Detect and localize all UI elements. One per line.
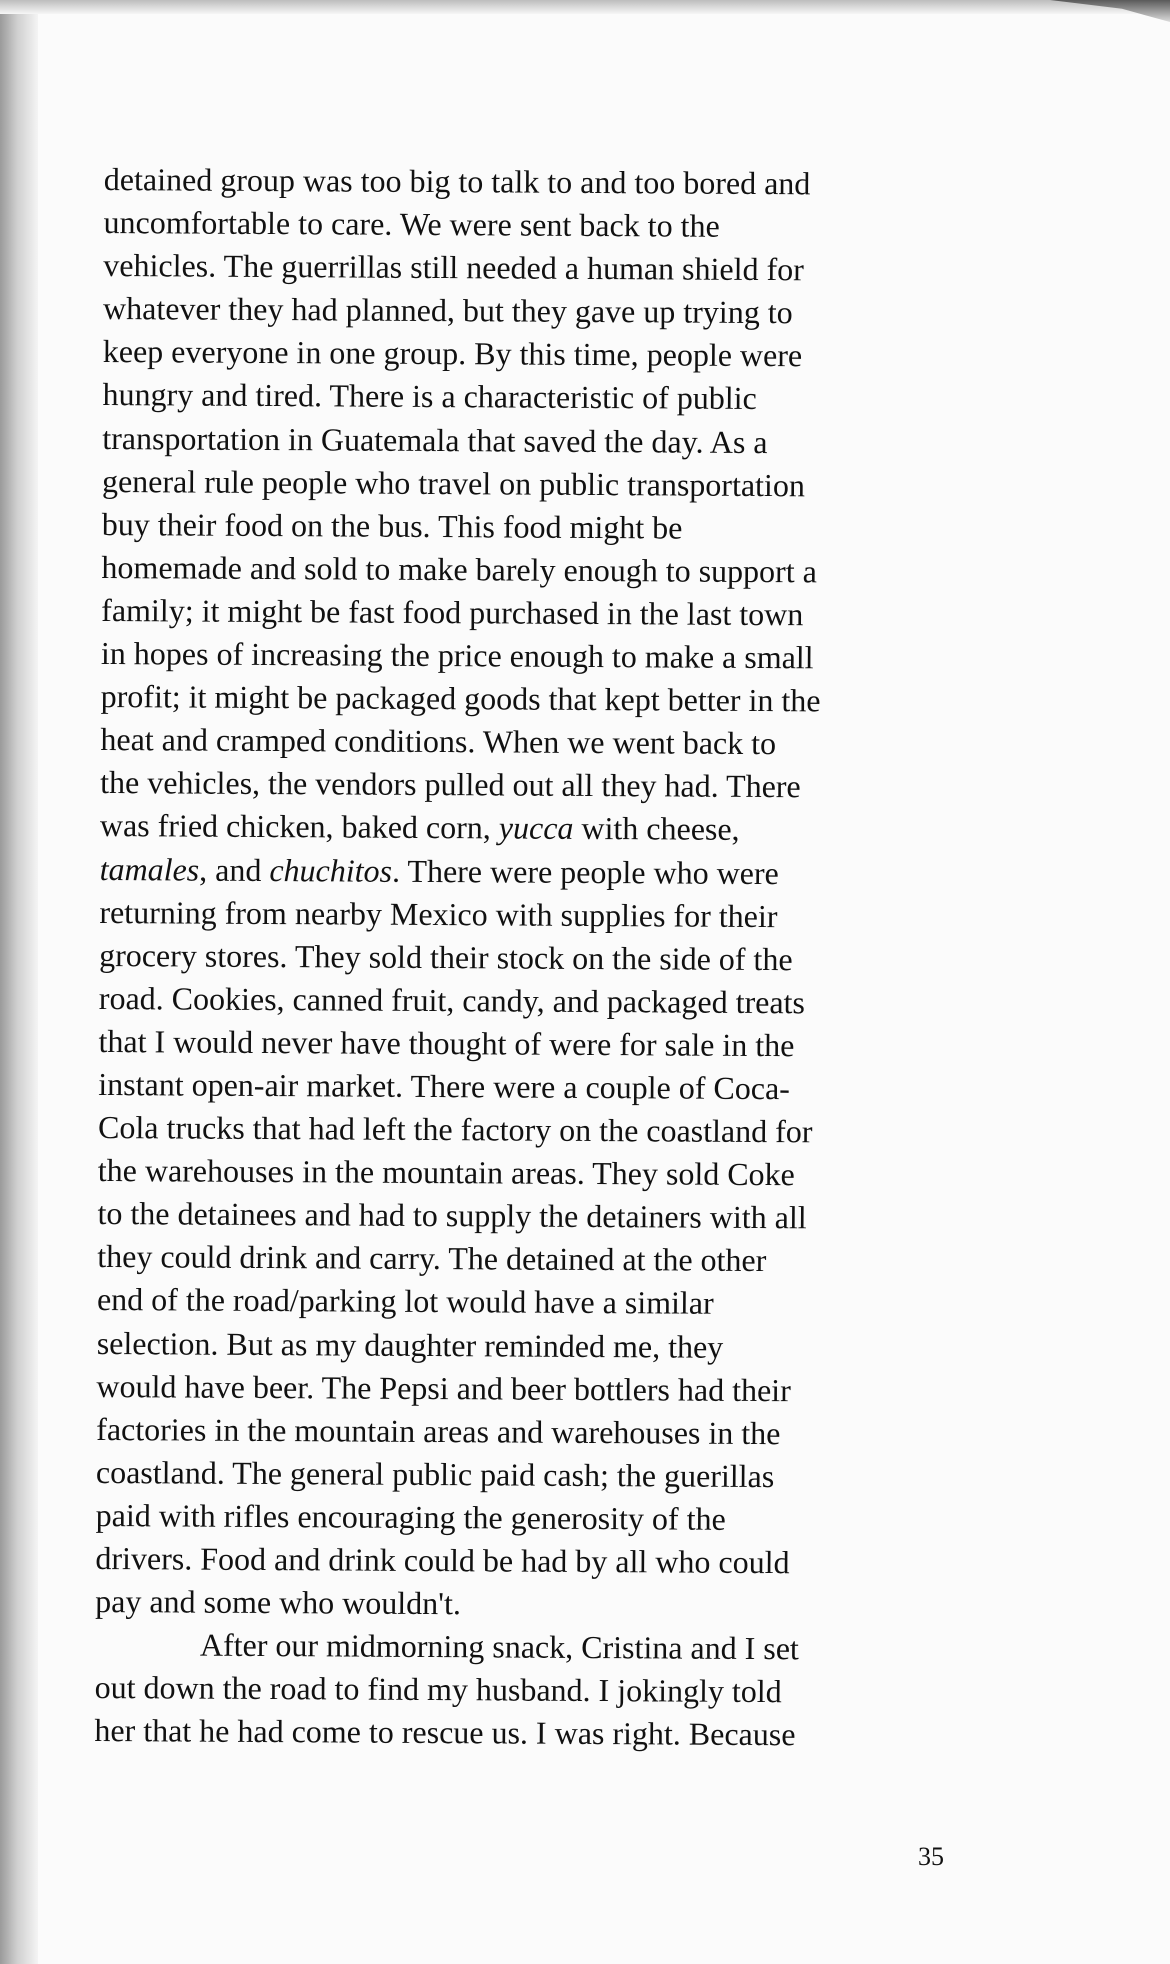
text-line xyxy=(95,1666,939,1714)
paragraph-2 xyxy=(94,1623,939,1757)
text-run: out down the road to find my husband. I jokingly told xyxy=(94,1669,782,1710)
text-line xyxy=(99,934,943,982)
text-line xyxy=(102,460,946,508)
text-line xyxy=(99,891,943,939)
text-run: family; it might be fast food purchased in the last town xyxy=(101,591,804,633)
text-run: uncomfortable to care. We were sent back to the xyxy=(103,204,720,244)
text-line xyxy=(94,1709,938,1757)
text-line xyxy=(102,417,946,465)
text-line xyxy=(103,244,947,292)
text-line xyxy=(100,847,944,895)
paragraph-1 xyxy=(95,158,948,1628)
text-line xyxy=(96,1451,940,1499)
text-run: transportation in Guatemala that saved the day. As a xyxy=(102,419,768,460)
text-run: with cheese, xyxy=(573,810,740,848)
text-run: detained group was too big to talk to and too bored and xyxy=(103,160,811,202)
text-run: was fried chicken, baked corn, xyxy=(99,807,499,846)
text-line xyxy=(98,1106,942,1154)
text-run: profit; it might be packaged goods that kept better in the xyxy=(100,678,821,719)
text-line xyxy=(101,546,945,594)
text-run: end of the road/parking lot would have a similar xyxy=(96,1281,714,1322)
italic-term: chuchitos xyxy=(269,851,393,889)
text-run: paid with rifles encouraging the generosity of the xyxy=(95,1496,726,1537)
text-line xyxy=(97,1192,941,1240)
text-run: the warehouses in the mountain areas. They sold Coke xyxy=(97,1152,795,1193)
text-run: selection. But as my daughter reminded me, they xyxy=(96,1324,724,1365)
text-run: . There were people who were xyxy=(391,852,779,891)
text-run: drivers. Food and drink could be had by all who could xyxy=(95,1539,790,1581)
text-line xyxy=(102,503,946,551)
text-run: hungry and tired. There is a characteristic of public xyxy=(102,376,757,417)
text-run: After our midmorning snack, Cristina and I set xyxy=(199,1626,800,1667)
text-line xyxy=(98,1149,942,1197)
text-line xyxy=(97,1278,941,1326)
text-line xyxy=(100,718,944,766)
text-run: buy their food on the bus. This food might be xyxy=(101,505,683,546)
text-run: instant open-air market. There were a couple of Coca- xyxy=(98,1065,790,1107)
spine-shadow xyxy=(0,0,38,1964)
text-run: vehicles. The guerrillas still needed a human shield for xyxy=(103,247,804,288)
text-run: whatever they had planned, but they gave up trying to xyxy=(102,290,793,331)
text-line xyxy=(103,330,947,378)
text-line xyxy=(96,1408,940,1456)
italic-term: yucca xyxy=(498,809,574,847)
text-line xyxy=(95,1537,939,1585)
text-run: general rule people who travel on public transportation xyxy=(101,462,806,503)
text-run: keep everyone in one group. By this time, people were xyxy=(102,333,803,374)
text-line xyxy=(102,373,946,421)
text-line xyxy=(96,1365,940,1413)
text-line xyxy=(95,1580,939,1628)
body-text xyxy=(94,158,948,1758)
text-line xyxy=(97,1235,941,1283)
text-line xyxy=(101,589,945,637)
text-line xyxy=(101,632,945,680)
text-run: Cola trucks that had left the factory on the coastland for xyxy=(97,1109,813,1150)
text-line xyxy=(103,287,947,335)
text-run: they could drink and carry. The detained at the other xyxy=(97,1238,767,1279)
text-line xyxy=(103,201,947,249)
text-line xyxy=(99,977,943,1025)
text-run: pay and some who wouldn't. xyxy=(95,1583,462,1622)
text-run: her that he had come to rescue us. I was right. Because xyxy=(94,1712,796,1753)
text-run: heat and cramped conditions. When we went back to xyxy=(100,721,777,762)
text-run: the vehicles, the vendors pulled out all they had. There xyxy=(100,764,801,805)
text-line xyxy=(96,1494,940,1542)
text-line xyxy=(98,1020,942,1068)
text-run: , and xyxy=(199,851,270,888)
page-number: 35 xyxy=(918,1842,944,1871)
text-run: returning from nearby Mexico with supplies for their xyxy=(99,893,778,934)
text-run: factories in the mountain areas and warehouses in the xyxy=(96,1410,781,1451)
text-line xyxy=(97,1322,941,1370)
text-run: coastland. The general public paid cash; the guerillas xyxy=(95,1453,775,1494)
top-edge-shadow xyxy=(0,0,1170,14)
text-run: road. Cookies, canned fruit, candy, and packaged treats xyxy=(98,979,806,1021)
text-line xyxy=(100,761,944,809)
text-line xyxy=(95,1623,939,1671)
text-line xyxy=(101,675,945,723)
text-run: would have beer. The Pepsi and beer bottlers had their xyxy=(96,1367,791,1408)
text-line xyxy=(104,158,948,206)
text-run: to the detainees and had to supply the detainers with all xyxy=(97,1195,807,1236)
text-line xyxy=(100,804,944,852)
text-run: grocery stores. They sold their stock on the side of the xyxy=(99,936,793,977)
text-run: homemade and sold to make barely enough to support a xyxy=(101,548,817,590)
text-run: that I would never have thought of were for sale in the xyxy=(98,1022,795,1064)
text-run: in hopes of increasing the price enough to make a small xyxy=(100,635,814,676)
italic-term: tamales xyxy=(99,850,200,888)
text-line xyxy=(98,1063,942,1111)
